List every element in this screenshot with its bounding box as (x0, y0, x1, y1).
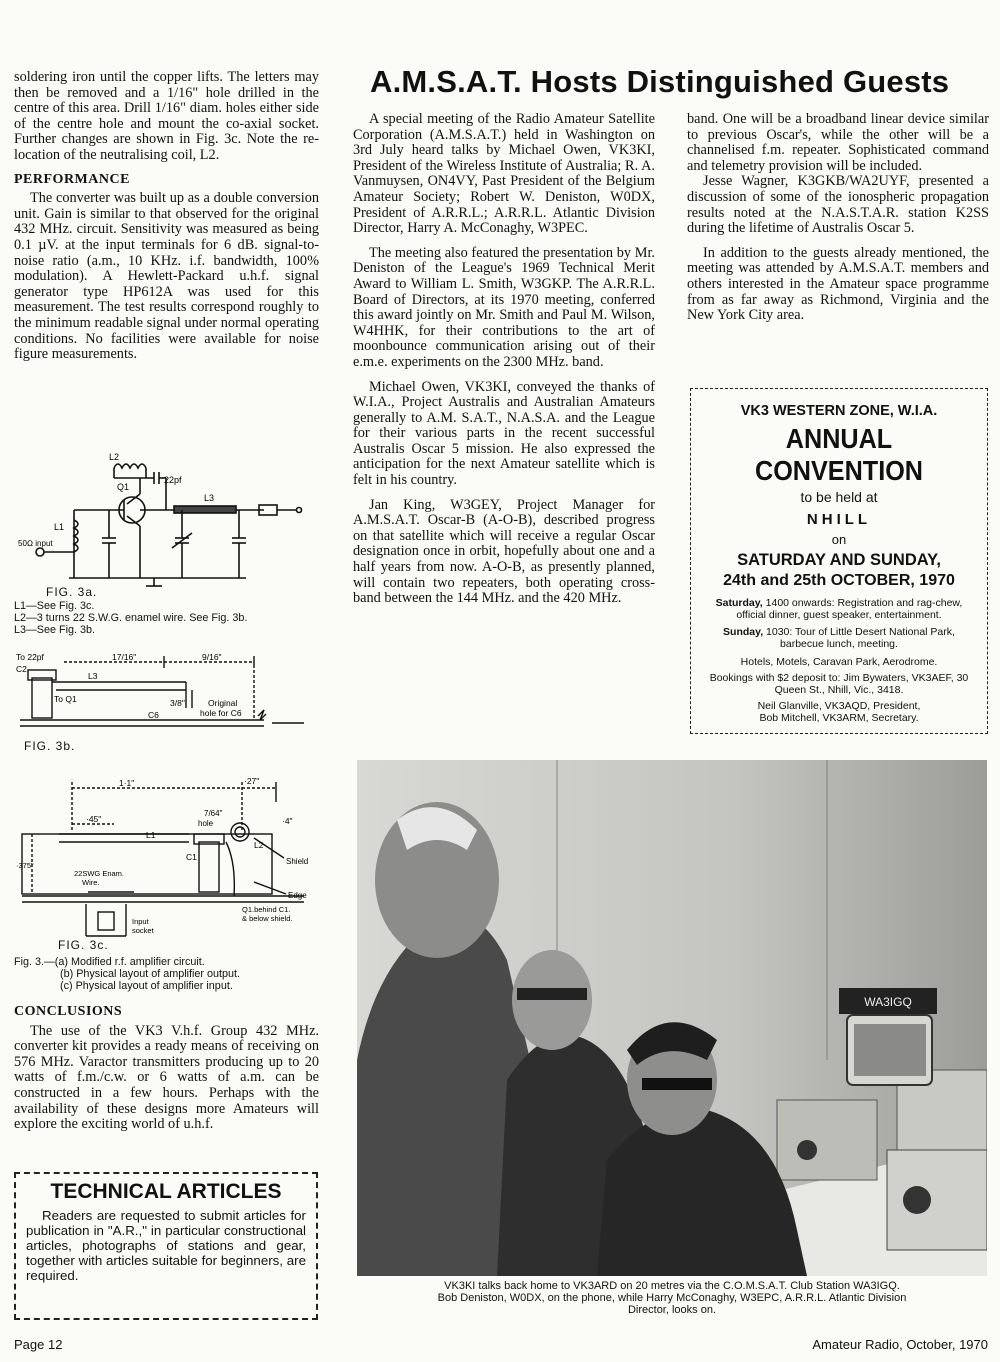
fig-3c-l2: L2 (254, 840, 264, 850)
convention-hotels: Hotels, Motels, Caravan Park, Aerodrome. (740, 656, 938, 668)
article-paragraph-3: Michael Owen, VK3KI, conveyed the thanks of W.I.A., Project Australis and Australian Amateurs generally to A.M. S.A.T., N.A.S.A. and the League for their various parts in the recent successful Australis Oscar 5 mission. He also expressed the anticipation for the next Amateur satellite which is felt in his country. (353, 378, 655, 489)
station-sign: WA3IGQ (864, 995, 912, 1009)
right-column (687, 112, 989, 324)
convention-on: on (831, 532, 847, 547)
article-paragraph-6: Jesse Wagner, K3GKB/WA2UYF, presented a discussion of some of the ionospheric propagation results noted at the N.A.S.T.A.R. station K2SS during the lifetime of Australis Oscar 5. (687, 173, 989, 237)
convention-secretary: Bob Mitchell, VK3ARM, Secretary. (759, 711, 919, 724)
convention-sunday (705, 627, 973, 650)
station-photo-image (357, 760, 987, 1276)
fig-3c-c1: C1 (186, 852, 197, 862)
conclusions-section (14, 996, 319, 1133)
fig-3b-layout (14, 646, 319, 736)
performance-text: The converter was built up as a double conversion unit. Gain is similar to that observed for the original 432 MHz. circuit. Sensitivity was measured as being 0.1 µV. at the input terminals for 6 dB. signal-to-noise ratio (a.m., 10 KHz. i.f. bandwidth, 100% modulation). A Hewlett-Packard u.h.f. signal generator type HP612A was used for this measurement. The test results correspond roughly to the minimum readable signal under normal operating conditions. No facilities were available for noise figure measurements. (14, 190, 319, 363)
fig-3-caption (14, 956, 324, 992)
fig-3-caption-b: (b) Physical layout of amplifier output. (60, 968, 241, 980)
photo-caption-line-3: Director, looks on. (627, 1304, 717, 1316)
convention-saturday (705, 598, 973, 621)
fig-3b-dim1: 17/16" (112, 652, 137, 662)
article-title: A.M.S.A.T. Hosts Distinguished Guests (370, 64, 950, 99)
fig-3c-hole2: hole (198, 819, 214, 828)
convention-days: SATURDAY AND SUNDAY, (737, 551, 941, 569)
technical-articles-heading: TECHNICAL ARTICLES (50, 1180, 282, 1203)
fig-3b-dim2: 9/16" (202, 652, 222, 662)
fig-3a-notes (14, 600, 324, 636)
fig-3c-d4: ·4" (282, 816, 293, 826)
fig-3a-note-3: L3—See Fig. 3b. (14, 624, 96, 636)
fig-3c-d1: 1·1" (119, 778, 135, 788)
publication-name: Amateur Radio, October, 1970 (812, 1337, 988, 1352)
article-paragraph-2: The meeting also featured the presentation by Mr. Deniston of the League's 1969 Technical Merit Award to William L. Smith, W3GKP. The A.R.R.L. Board of Directors, at its 1970 meeting, conferred this award jointly on Mr. Smith and Paul M. Wilson, W4HHK, for their contributions to the art of moonbounce communication arising out of their e.m.e. experiments on the 2300 MHz. band. (353, 244, 655, 370)
fig-3a-q1-label: Q1 (117, 482, 130, 492)
fig-3b-label: FIG. 3b. (24, 739, 76, 753)
convention-bookings: Bookings with $2 deposit to: Jim Bywaters, VK3AEF, 30 Queen St., Nhill, Vic., 3418. (709, 672, 969, 696)
fig-3a-l2-label: L2 (109, 452, 120, 462)
photo-caption-line-1: VK3KI talks back home to VK3ARD on 20 metres via the C.O.M.S.A.T. Club Station WA3IGQ. (444, 1280, 900, 1292)
photo-caption-line-2: Bob Deniston, W0DX, on the phone, while Harry McConaghy, W3EPC, A.R.R.L. Atlantic Division (437, 1292, 907, 1304)
fig-3c-wire2: Wire. (82, 878, 100, 887)
fig-3b-c6: C6 (148, 710, 159, 720)
article-paragraph-4: Jan King, W3GEY, Project Manager for A.M.S.A.T. Oscar-B (A-O-B), described progress on that satellite which will receive a regular Oscar designation once in orbit, hopefully about one and a half years from now. A-O-B, as presently planned, will contain two repeaters, both operating cross-band between the 144 MHz. and the 420 MHz. (353, 496, 655, 607)
fig-3b-l3: L3 (88, 671, 98, 681)
fig-3c-l1: L1 (146, 830, 156, 840)
fig-3b-dim3: 3/8" (170, 698, 185, 708)
fig-3b-toq1: To Q1 (54, 694, 77, 704)
middle-column (353, 112, 655, 607)
fig-3c-in2: socket (132, 926, 154, 935)
convention-sunday-label: Sunday, (723, 626, 764, 638)
left-column (14, 70, 319, 363)
convention-sunday-text: 1030: Tour of Little Desert National Park, barbecue lunch, meeting. (766, 626, 955, 650)
convention-notice (690, 388, 988, 734)
fig-3c-d2: ·27" (244, 776, 260, 786)
convention-zone: VK3 WESTERN ZONE, W.I.A. (740, 403, 938, 419)
performance-heading: PERFORMANCE (14, 171, 130, 187)
article-paragraph-7: In addition to the guests already mentioned, the meeting was attended by A.M.S.A.T. members and others interested in the Amateur space programme from as far away as Richmond, Virginia and the New York City area. (687, 244, 989, 324)
convention-president: Neil Glanville, VK3AQD, President, (757, 700, 921, 712)
fig-3a-cap-label: 22pf (164, 475, 182, 485)
fig-3c-shield: Shield (286, 857, 309, 866)
convention-saturday-text: 1400 onwards: Registration and rag-chew, official dinner, guest speaker, entertainment. (736, 597, 963, 621)
fig-3c-d5: ·375" (16, 861, 34, 870)
convention-held: to be held at (800, 489, 878, 505)
fig-3c-wire1: 22SWG Enam. (74, 869, 125, 878)
fig-3c-q1a: Q1.behind C1. (242, 905, 291, 914)
fig-3a-l1-label: L1 (54, 522, 65, 532)
fig-3b-orig2: hole for C6 (200, 708, 242, 718)
photo-caption (357, 1280, 987, 1316)
fig-3a-note-1: L1—See Fig. 3c. (14, 600, 95, 612)
article-paragraph-1: A special meeting of the Radio Amateur Satellite Corporation (A.M.S.A.T.) held in Washington on 3rd July heard talks by Michael Owen, VK3KI, President of the Wireless Institute of Australia; R. A. Vanmuysen, ON4VY, Past President of the Belgium Amateur Society; Robert W. Deniston, W0DX, President of A.R.R.L.; A.R.R.L. Atlantic Division Director, Harry A. McConaghy, W3PEC. (353, 111, 655, 237)
convention-dates: 24th and 25th OCTOBER, 1970 (723, 572, 955, 589)
convention-saturday-label: Saturday, (715, 597, 763, 609)
fig-3a-label: FIG. 3a. (46, 585, 98, 599)
article-paragraph-5: band. One will be a broadband linear device similar to previous Oscar's, while the other will be a channelised f.m. repeater. Sophisticated command and telemetry provision will be included. (687, 111, 989, 174)
fig-3a-l3-label: L3 (204, 493, 215, 503)
fig-3c-q1b: & below shield. (242, 914, 293, 923)
station-photo (357, 760, 987, 1276)
fig-3a-input-label: 50Ω input (18, 539, 53, 548)
left-intro-text: soldering iron until the copper lifts. The letters may then be removed and a 1/16" hole drilled in the centre of this area. Drill 1/16" diam. holes either side of the centre hole and mount the co-axial socket. Further changes are shown in Fig. 3c. Note the re-location of the neutralising coil, L2. (14, 69, 319, 163)
technical-articles-body: Readers are requested to submit articles for publication in "A.R.," in particular constructional articles, photographs of stations and gear, together with articles suitable for beginners, are required. (26, 1208, 306, 1283)
fig-3c-layout (14, 772, 319, 940)
fig-3c-in1: Input (132, 917, 149, 926)
conclusions-heading: CONCLUSIONS (14, 1004, 123, 1019)
fig-3c-label: FIG. 3c. (58, 938, 109, 952)
page-number: Page 12 (14, 1337, 63, 1352)
convention-place: NHILL (806, 511, 872, 528)
fig-3b-orig1: Original (208, 698, 238, 708)
fig-3a-note-2: L2—3 turns 22 S.W.G. enamel wire. See Fig. 3b. (14, 612, 248, 624)
fig-3b-c2: C2 (16, 664, 27, 674)
fig-3c-hole1: 7/64" (204, 809, 223, 818)
fig-3c-edge: Edge (288, 891, 307, 900)
convention-title: ANNUAL CONVENTION (754, 423, 924, 486)
fig-3-caption-c: (c) Physical layout of amplifier input. (60, 980, 233, 992)
technical-articles-box (14, 1172, 318, 1320)
fig-3-caption-a: Fig. 3.—(a) Modified r.f. amplifier circuit. (14, 956, 205, 968)
fig-3c-d3: ·45" (86, 814, 102, 824)
conclusions-text: The use of the VK3 V.h.f. Group 432 MHz. converter kit provides a ready means of receiving on 576 MHz. Varactor transmitters producing up to 20 watts of f.m./c.w. or 6 watts of a.m. can be constructed in a few hours. Perhaps with the availability of these designs more Amateurs will explore the exciting world of u.h.f. (14, 1022, 319, 1133)
fig-3b-to22pf: To 22pf (16, 652, 44, 662)
fig-3a-circuit (14, 438, 319, 588)
